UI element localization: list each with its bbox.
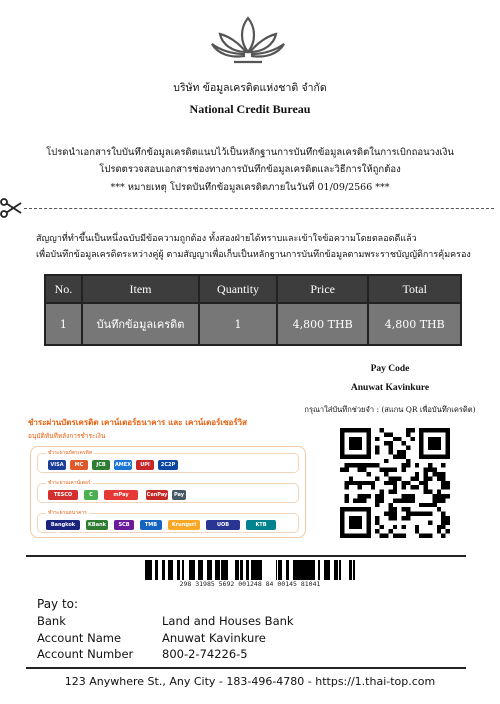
counter-group xyxy=(37,480,299,508)
tmb-logo-icon: TMB xyxy=(140,520,162,530)
visa-logo-icon: VISA xyxy=(48,460,66,470)
mastercard-logo-icon: MC xyxy=(70,460,88,470)
deadline-note: *** หมายเหตุ โปรดบันทึกข้อมูลเครดิตภายในวันที่ 01/09/2566 *** xyxy=(110,182,390,193)
account-number-label: Account Number xyxy=(37,647,134,661)
cell-quantity: 1 xyxy=(199,303,277,345)
pay-code-title: Pay Code xyxy=(370,364,410,374)
items-table xyxy=(44,274,462,346)
bank-group xyxy=(37,510,299,538)
ktb-logo-icon: KTB xyxy=(246,520,276,530)
qr-code-icon[interactable] xyxy=(340,428,450,538)
table-row xyxy=(45,303,461,345)
barcode-icon xyxy=(136,560,360,580)
krungsri-logo-icon: Krungsri xyxy=(168,520,200,530)
payment-channels-banner xyxy=(28,416,318,540)
cell-no: 1 xyxy=(45,303,82,345)
column-header-quantity: Quantity xyxy=(199,275,277,303)
cell-item: บันทึกข้อมูลเครดิต xyxy=(82,303,199,345)
lotus-logo-icon xyxy=(210,12,286,68)
unionpay-logo-icon: UPI xyxy=(136,460,154,470)
channels-title: ชำระผ่านบัตรเครดิต เคาน์เตอร์ธนาคาร และ เคาน์เตอร์เซอร์วิส xyxy=(28,418,247,427)
channels-box xyxy=(30,446,306,538)
jcb-logo-icon: JCB xyxy=(92,460,110,470)
company-name-thai: บริษัท ข้อมูลเครดิตแห่งชาติ จำกัด xyxy=(173,82,327,94)
column-header-item: Item xyxy=(82,275,199,303)
amex-logo-icon: AMEX xyxy=(114,462,132,468)
bangkok-bank-logo-icon: Bangkok Bank xyxy=(46,520,80,530)
column-header-price: Price xyxy=(277,275,369,303)
notice-line: โปรดตรวจสอบเอกสารช่องทางการบันทึกข้อมูลเครดิตและวิธีการให้ถูกต้อง xyxy=(99,164,401,175)
notice-line: โปรดนำเอกสารใบบันทึกข้อมูลเครดิตแนบไว้เป็นหลักฐานการบันทึกข้อมูลเครดิตในการเบิกถอนวงเงิน xyxy=(46,147,454,158)
bank-value: Land and Houses Bank xyxy=(162,614,294,628)
bank-label: Bank xyxy=(37,614,66,628)
column-header-no: No. xyxy=(45,275,82,303)
dashed-cut-line xyxy=(24,208,494,209)
group-label: ชำระผ่านเคาน์เตอร์ xyxy=(48,480,91,486)
agreement-line: สัญญาที่ทำขึ้นเป็นหนึ่งฉบับมีข้อความถูกต้อง ทั้งสองฝ่ายได้ทราบและเข้าใจข้อความโดยตลอดดีแล้ว xyxy=(36,234,417,244)
pay-to-title: Pay to: xyxy=(37,597,79,611)
account-number-value: 800-2-74226-5 xyxy=(162,647,248,661)
table-header-row xyxy=(45,275,461,303)
barcode-number: 298 31985 5692 001248 84 00145 81041 xyxy=(179,580,321,588)
pay-logo-icon: Pay xyxy=(173,492,184,498)
cell-price: 4,800 THB xyxy=(277,303,369,345)
group-label: ชำระผ่านธนาคาร xyxy=(48,510,87,516)
credit-card-group xyxy=(37,450,299,473)
cell-total: 4,800 THB xyxy=(368,303,461,345)
2c2p-logo-icon: 2C2P xyxy=(158,460,178,470)
tesco-lotus-logo-icon: TESCO Lotus xyxy=(48,490,78,500)
kbank-logo-icon: KBank xyxy=(86,520,108,530)
cenpay-logo-icon: CenPay xyxy=(146,492,168,498)
mpay-logo-icon: mPay xyxy=(104,490,138,500)
channels-subtitle: อนุมัติทันทีหลังการชำระเงิน xyxy=(28,432,106,440)
column-header-total: Total xyxy=(368,275,461,303)
divider xyxy=(26,555,466,557)
scissors-icon xyxy=(0,198,22,218)
qr-hint: กรุณาใส่บันทึกช่วยจำ : (สแกน QR เพื่อบันทึกเครดิต) xyxy=(304,405,476,414)
pay-code-name: Anuwat Kavinkure xyxy=(350,383,430,393)
scb-logo-icon: SCB xyxy=(114,520,134,530)
footer-contact: 123 Anywhere St., Any City - 183-496-4780 - https://1.thai-top.com xyxy=(64,675,436,688)
account-name-label: Account Name xyxy=(37,631,122,645)
uob-logo-icon: UOB xyxy=(206,520,240,530)
agreement-line: เพื่อบันทึกข้อมูลเครดิตระหว่างคู่ผู้ ตามสัญญาเพื่อเก็บเป็นหลักฐานการบันทึกข้อมูลตามพระราชบัญญัติการคุ้มครอง xyxy=(36,250,471,260)
group-label: ชำระผ่านบัตรเครดิต xyxy=(48,450,93,456)
account-name-value: Anuwat Kavinkure xyxy=(162,631,266,645)
divider xyxy=(26,667,466,669)
company-name-english: National Credit Bureau xyxy=(189,102,311,116)
counter-c-logo-icon: C xyxy=(84,490,98,500)
